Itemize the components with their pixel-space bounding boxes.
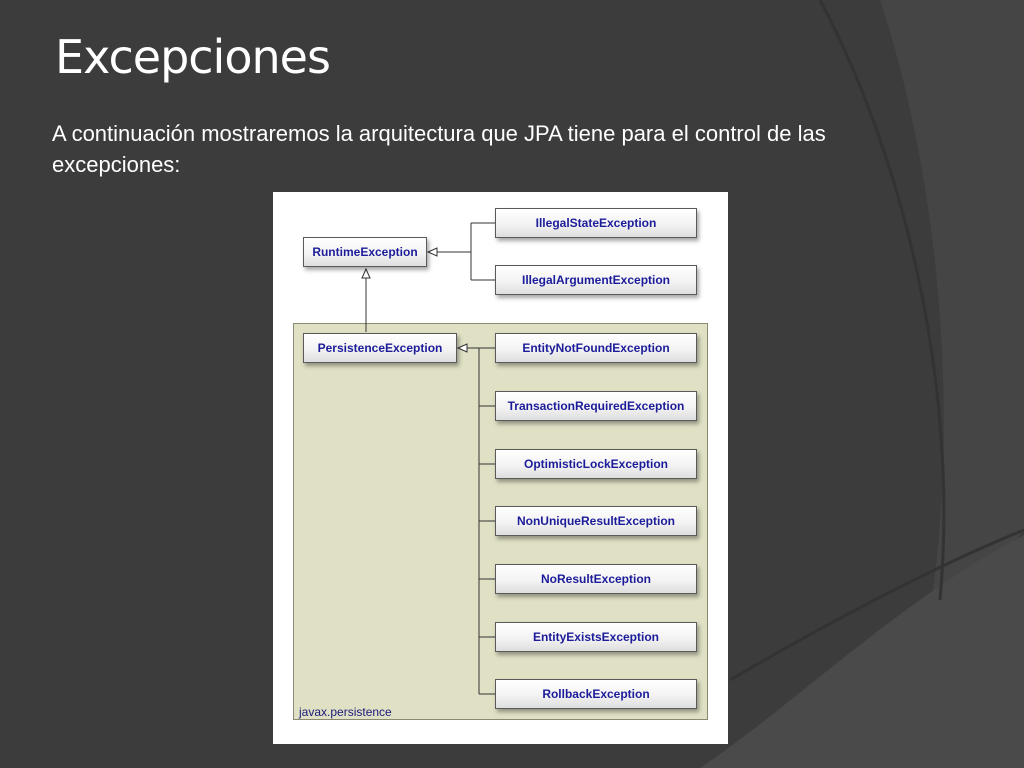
package-label: javax.persistence	[299, 705, 392, 719]
class-entity-not-found-exception: EntityNotFoundException	[495, 333, 697, 363]
class-persistence-exception: PersistenceException	[303, 333, 457, 363]
inheritance-arrow-runtime-up	[362, 269, 370, 278]
class-runtime-exception: RuntimeException	[303, 237, 427, 267]
class-no-result-exception: NoResultException	[495, 564, 697, 594]
class-non-unique-result-exception: NonUniqueResultException	[495, 506, 697, 536]
class-optimistic-lock-exception: OptimisticLockException	[495, 449, 697, 479]
inheritance-arrow-persistence	[458, 344, 467, 352]
slide-text: A continuación mostraremos la arquitectura que JPA tiene para el control de las excepciones:	[52, 121, 826, 177]
class-rollback-exception: RollbackException	[495, 679, 697, 709]
class-entity-exists-exception: EntityExistsException	[495, 622, 697, 652]
class-transaction-required-exception: TransactionRequiredException	[495, 391, 697, 421]
slide-title: Excepciones	[55, 30, 330, 84]
exception-hierarchy-diagram	[273, 192, 728, 744]
inheritance-arrow-runtime-right	[428, 248, 437, 256]
class-illegal-argument-exception: IllegalArgumentException	[495, 265, 697, 295]
class-illegal-state-exception: IllegalStateException	[495, 208, 697, 238]
